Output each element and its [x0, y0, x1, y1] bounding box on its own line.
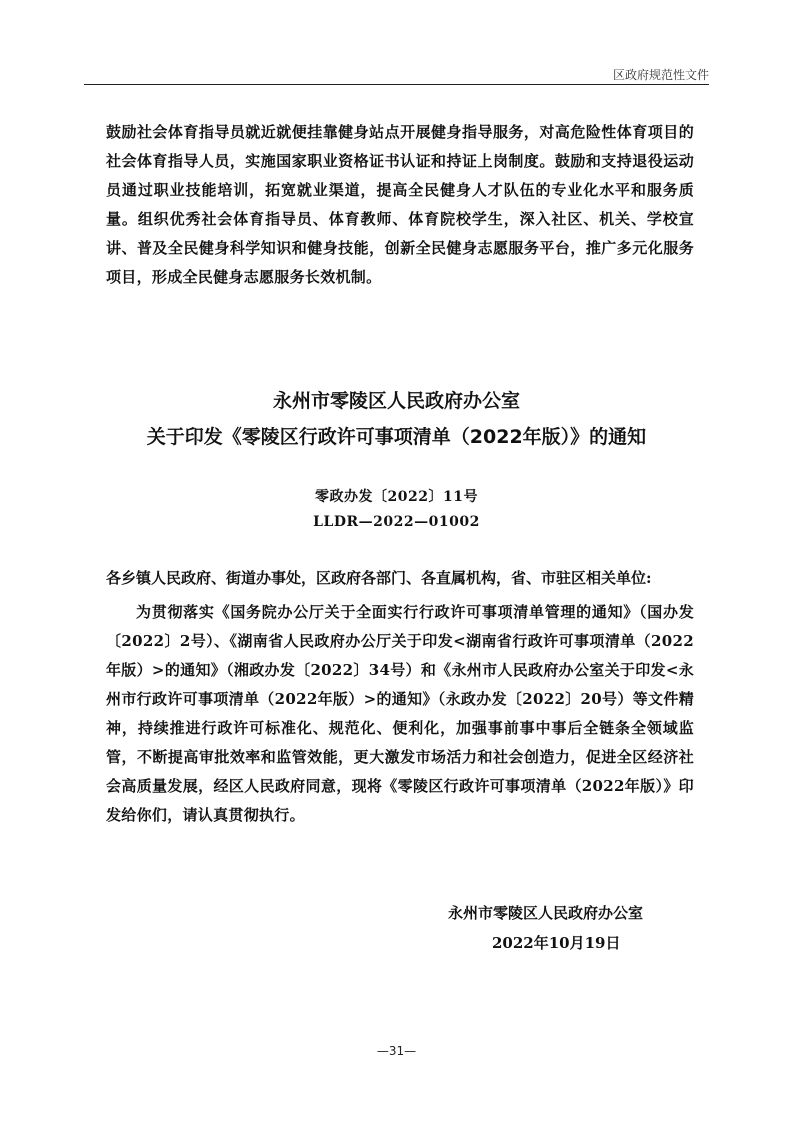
paragraph-continued: 鼓励社会体育指导员就近就便挂靠健身站点开展健身指导服务，对高危险性体育项目的社会体育指导人员，实施国家职业资格证书认证和持证上岗制度。鼓励和支持退役运动员通过职业技能培训，拓宽就业渠道，提高全民健身人才队伍的专业化水平和服务质量。组织优秀社会体育指导员、体育教师、体育院校学生，深入社区、机关、学校宣讲、普及全民健身科学知识和健身技能，创新全民健身志愿服务平台，推广多元化服务项目，形成全民健身志愿服务长效机制。: [106, 123, 694, 286]
page-number: —31—: [376, 1044, 417, 1058]
notice-title-line1: 永州市零陵区人民政府办公室: [272, 390, 520, 412]
page-header: [84, 62, 709, 85]
signature-date: 2022年10月19日: [492, 934, 621, 952]
registration-number: LLDR—2022—01002: [313, 514, 480, 530]
signature-organization: 永州市零陵区人民政府办公室: [448, 904, 644, 922]
notice-title-line2: 关于印发《零陵区行政许可事项清单（2022年版）》的通知: [146, 426, 647, 448]
salutation: 各乡镇人民政府、街道办事处，区政府各部门、各直属机构，省、市驻区相关单位:: [106, 569, 652, 587]
header-label: 区政府规范性文件: [612, 68, 709, 82]
notice-body: 为贯彻落实《国务院办公厅关于全面实行行政许可事项清单管理的通知》（国办发〔2022〕2号）、《湖南省人民政府办公厅关于印发<湖南省行政许可事项清单（2022年版）>的通知》（湘政办发〔2022〕34号）和《永州市人民政府办公室关于印发<永州市行政许可事项清单（2022年版）>的通知》（永政办发〔2022〕20号）等文件精神，持续推进行政许可标准化、规范化、便利化，加强事前事中事后全链条全领域监管，不断提高审批效率和监管效能，更大激发市场活力和社会创造力，促进全区经济社会高质量发展，经区人民政府同意，现将《零陵区行政许可事项清单（2022年版）》印发给你们，请认真贯彻执行。: [106, 603, 694, 824]
document-number: 零政办发〔2022〕11号: [315, 489, 478, 505]
